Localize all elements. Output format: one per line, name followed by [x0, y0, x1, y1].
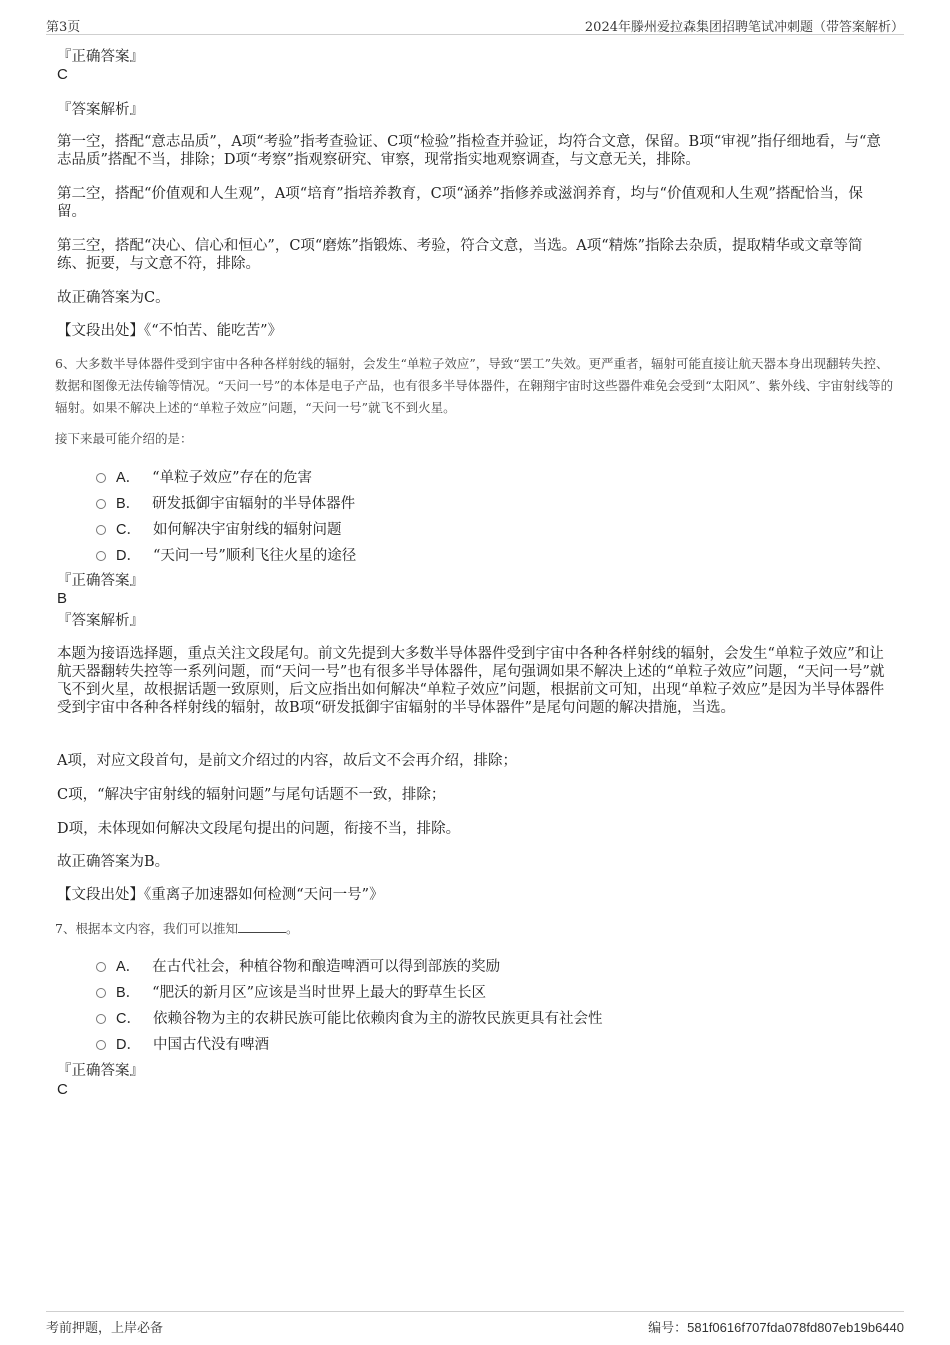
q6-conclusion: 故正确答案为B。: [57, 854, 170, 870]
page-number: 第3页: [46, 20, 81, 35]
option-text: “天问一号”顺利飞往火星的途径: [152, 547, 357, 564]
q6-source: 【文段出处】《重离子加速器如何检测“天问一号”》: [57, 887, 384, 903]
q6-analysis-p1: 本题为接语选择题，重点关注文段尾句。前文先提到大多数半导体器件受到宇宙中各种各样射线的辐射，会发生“单粒子效应”和让航天器翻转失控等一系列问题，而“天问一号”也有很多半导体器件，尾句强调如果不解决上述的“单粒子效应”问题，“天问一号”就飞不到火星，故根据话题一致原则，后文应指出如何解决“单粒子效应”问题，根据前文可知，出现“单粒子效应”是因为半导体器件受到宇宙中各种各样射线的辐射，故B项“研发抵御宇宙辐射的半导体器件”是尾句问题的解决措施，当选。: [57, 646, 885, 716]
q6-options: [96, 463, 890, 567]
q7-option-c[interactable]: [96, 1004, 890, 1030]
option-text: 如何解决宇宙射线的辐射问题: [152, 521, 342, 538]
radio-icon[interactable]: [96, 988, 106, 998]
q7-option-b[interactable]: [96, 978, 890, 1004]
page-footer: [46, 1311, 904, 1336]
q7-option-a[interactable]: [96, 952, 890, 978]
radio-icon[interactable]: [96, 525, 106, 535]
q6-option-c[interactable]: [96, 515, 890, 541]
radio-icon[interactable]: [96, 473, 106, 483]
option-text: 中国古代没有啤酒: [152, 1036, 269, 1053]
q7-stem-end: 。: [285, 921, 299, 936]
q5-analysis-label: 『答案解析』: [57, 102, 144, 118]
q6-analysis-p3: C项，“解决宇宙射线的辐射问题”与尾句话题不一致，排除；: [57, 787, 446, 803]
q5-conclusion: 故正确答案为C。: [57, 290, 170, 306]
option-text: “单粒子效应”存在的危害: [152, 469, 312, 486]
option-text: 研发抵御宇宙辐射的半导体器件: [152, 495, 356, 512]
option-text: 在古代社会，种植谷物和酿造啤酒可以得到部族的奖励: [152, 958, 501, 975]
q6-prompt: 接下来最可能介绍的是：: [55, 431, 193, 446]
q6-answer-label: 『正确答案』: [57, 573, 144, 589]
q6-option-b[interactable]: [96, 489, 890, 515]
footer-slogan: 考前押题，上岸必备: [46, 1321, 164, 1336]
radio-icon[interactable]: [96, 551, 106, 561]
q6-analysis-p4: D项，未体现如何解决文段尾句提出的问题，衔接不当，排除。: [57, 821, 461, 837]
q6-stem: 6、大多数半导体器件受到宇宙中各种各样射线的辐射，会发生“单粒子效应”，导致“罢工”失效。更严重者，辐射可能直接让航天器本身出现翻转失控、数据和图像无法传输等情况。“天问一号”的本体是电子产品，也有很多半导体器件，在翱翔宇宙时这些器件难免会受到“太阳风”、紫外线、宇宙射线等的辐射。如果不解决上述的“单粒子效应”问题，“天问一号”就飞不到火星。: [55, 356, 894, 415]
option-letter: D．: [116, 547, 141, 564]
q5-analysis-p1: 第一空，搭配“意志品质”，A项“考验”指考查验证、C项“检验”指检查并验证，均符合文意，保留。B项“审视”指仔细地看，与“意志品质”搭配不当，排除；D项“考察”指观察研究、审察，现常指实地观察调查，与文意无关，排除。: [57, 134, 881, 168]
q6-analysis-label: 『答案解析』: [57, 613, 144, 629]
q7-answer-label: 『正确答案』: [57, 1063, 144, 1079]
radio-icon[interactable]: [96, 962, 106, 972]
document-title: 2024年滕州爱拉森集团招聘笔试冲刺题（带答案解析）: [584, 20, 904, 35]
q5-answer-label: 『正确答案』: [57, 49, 144, 65]
radio-icon[interactable]: [96, 1014, 106, 1024]
q7-stem-text: 7、根据本文内容，我们可以推知: [55, 921, 238, 936]
option-letter: B．: [116, 984, 141, 1001]
q5-answer: C: [57, 66, 68, 83]
answer-blank: [238, 920, 286, 933]
option-letter: A．: [116, 958, 141, 975]
q7-stem: [55, 918, 894, 940]
radio-icon[interactable]: [96, 1040, 106, 1050]
q5-analysis-p2: 第二空，搭配“价值观和人生观”，A项“培育”指培养教育，C项“涵养”指修养或滋润养育，均与“价值观和人生观”搭配恰当，保留。: [57, 186, 863, 220]
q5-analysis-p3: 第三空，搭配“决心、信心和恒心”，C项“磨炼”指锻炼、考验，符合文意，当选。A项“精炼”指除去杂质，提取精华或文章等简练、扼要，与文意不符，排除。: [57, 238, 863, 272]
option-letter: C．: [116, 1010, 141, 1027]
q6-option-a[interactable]: [96, 463, 890, 489]
q6-option-d[interactable]: [96, 541, 890, 567]
q7-answer: C: [57, 1081, 68, 1098]
option-text: 依赖谷物为主的农耕民族可能比依赖肉食为主的游牧民族更具有社会性: [152, 1010, 603, 1027]
option-letter: C．: [116, 521, 141, 538]
document-code: 编号：581f0616f707fda078fd807eb19b6440: [648, 1320, 904, 1335]
page-header: [46, 14, 904, 35]
q6-answer: B: [57, 590, 68, 607]
option-letter: A．: [116, 469, 141, 486]
q7-option-d[interactable]: [96, 1030, 890, 1056]
radio-icon[interactable]: [96, 499, 106, 509]
q6-analysis-p2: A项，对应文段首句，是前文介绍过的内容，故后文不会再介绍，排除；: [57, 753, 517, 769]
option-letter: D．: [116, 1036, 141, 1053]
option-text: “肥沃的新月区”应该是当时世界上最大的野草生长区: [152, 984, 486, 1001]
q5-source: 【文段出处】《“不怕苦、能吃苦”》: [57, 323, 283, 339]
option-letter: B．: [116, 495, 141, 512]
q7-options: [96, 952, 890, 1056]
